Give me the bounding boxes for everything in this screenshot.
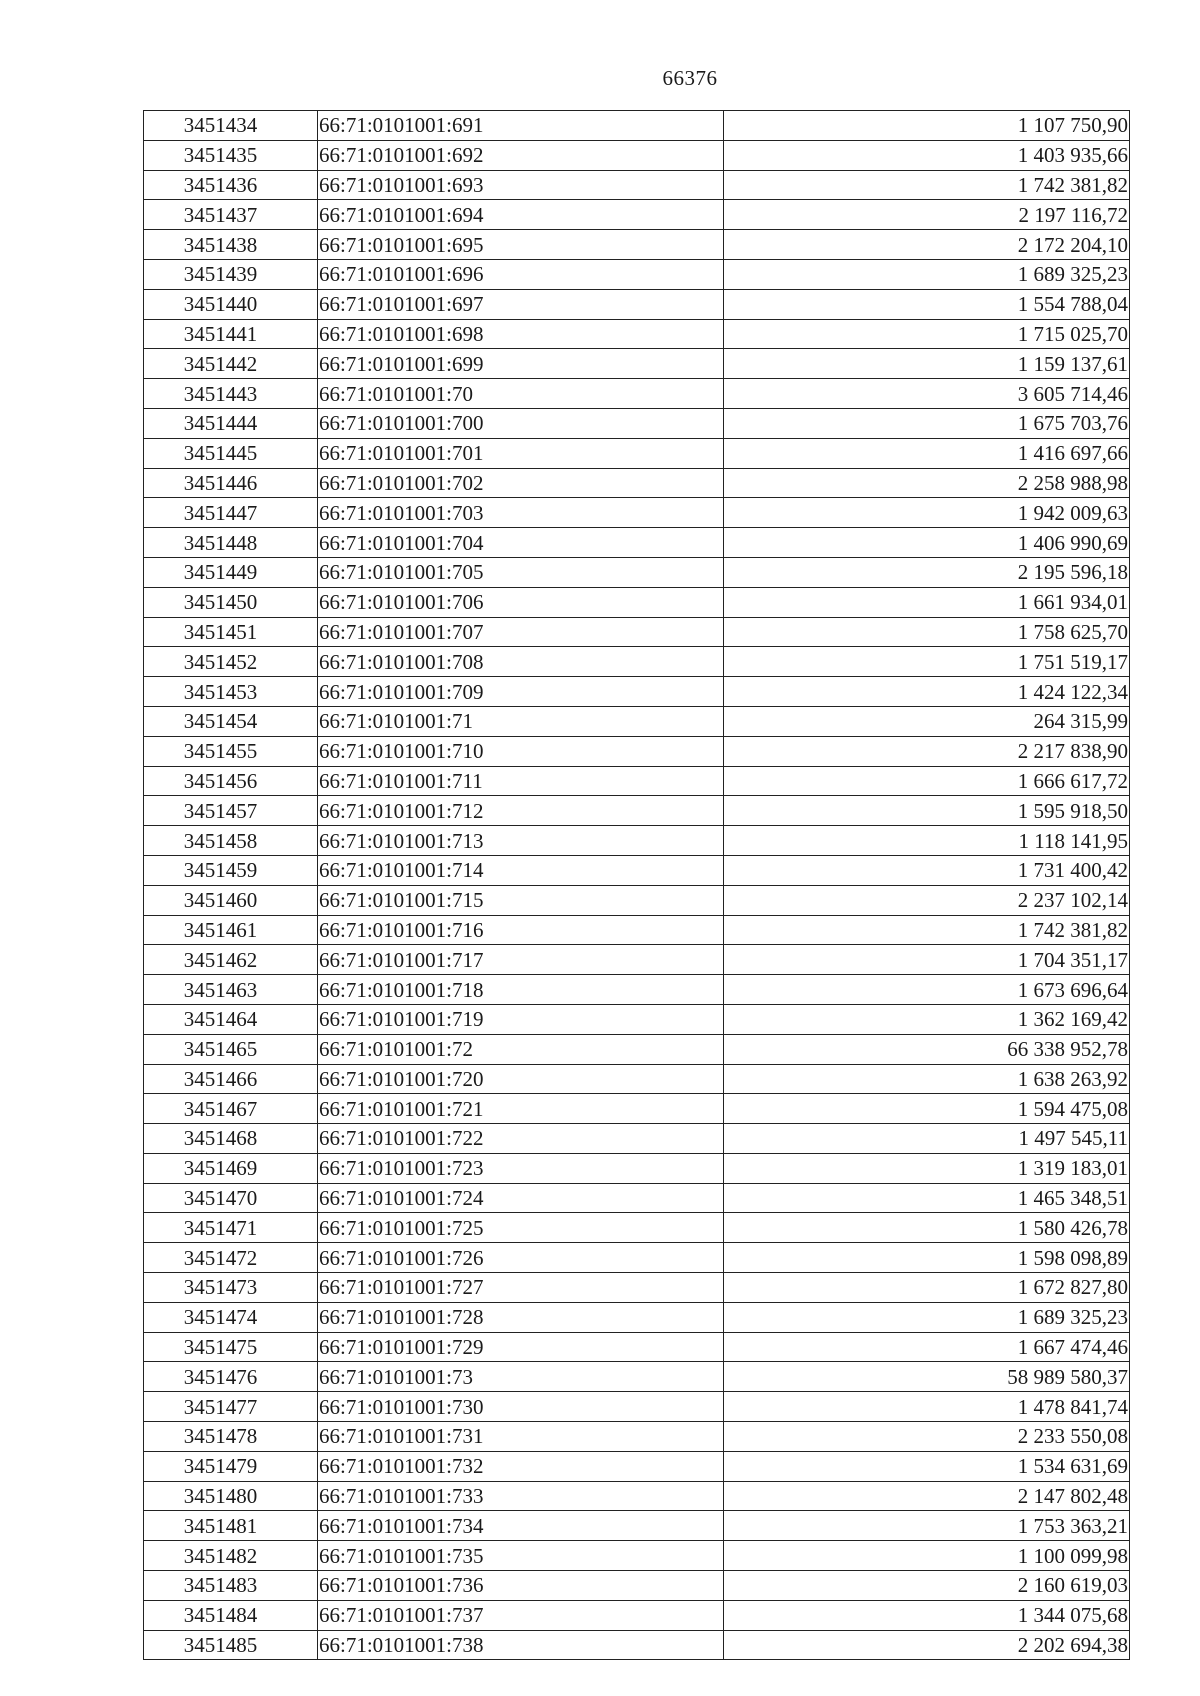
table-row: [144, 1273, 1130, 1303]
table-row: [144, 259, 1130, 289]
table-body: [144, 111, 1130, 1660]
cadastral-value-cell: 2 197 116,72: [724, 200, 1130, 230]
cadastral-value-cell: 1 362 169,42: [724, 1004, 1130, 1034]
cadastral-value-cell: 1 742 381,82: [724, 170, 1130, 200]
cadastral-value-cell: 1 107 750,90: [724, 111, 1130, 141]
cadastral-number-cell: 66:71:0101001:734: [318, 1511, 724, 1541]
cadastral-number-cell: 66:71:0101001:730: [318, 1392, 724, 1422]
cadastral-number-cell: 66:71:0101001:703: [318, 498, 724, 528]
row-id-cell: 3451469: [144, 1153, 318, 1183]
row-id-cell: 3451467: [144, 1094, 318, 1124]
cadastral-number-cell: 66:71:0101001:713: [318, 826, 724, 856]
row-id-cell: 3451477: [144, 1392, 318, 1422]
cadastral-value-cell: 1 675 703,76: [724, 408, 1130, 438]
row-id-cell: 3451450: [144, 587, 318, 617]
cadastral-value-cell: 2 202 694,38: [724, 1630, 1130, 1660]
row-id-cell: 3451464: [144, 1004, 318, 1034]
cadastral-value-cell: 1 689 325,23: [724, 259, 1130, 289]
cadastral-value-cell: 66 338 952,78: [724, 1034, 1130, 1064]
cadastral-number-cell: 66:71:0101001:72: [318, 1034, 724, 1064]
row-id-cell: 3451476: [144, 1362, 318, 1392]
table-row: [144, 1392, 1130, 1422]
cadastral-value-cell: 1 731 400,42: [724, 855, 1130, 885]
cadastral-number-cell: 66:71:0101001:70: [318, 379, 724, 409]
table-row: [144, 915, 1130, 945]
cadastral-number-cell: 66:71:0101001:727: [318, 1273, 724, 1303]
cadastral-number-cell: 66:71:0101001:732: [318, 1451, 724, 1481]
row-id-cell: 3451440: [144, 289, 318, 319]
row-id-cell: 3451449: [144, 557, 318, 587]
table-row: [144, 975, 1130, 1005]
cadastral-value-cell: 1 689 325,23: [724, 1302, 1130, 1332]
row-id-cell: 3451459: [144, 855, 318, 885]
row-id-cell: 3451437: [144, 200, 318, 230]
row-id-cell: 3451460: [144, 885, 318, 915]
cadastral-value-cell: 2 160 619,03: [724, 1571, 1130, 1601]
table-row: [144, 1362, 1130, 1392]
cadastral-number-cell: 66:71:0101001:699: [318, 349, 724, 379]
row-id-cell: 3451442: [144, 349, 318, 379]
row-id-cell: 3451447: [144, 498, 318, 528]
cadastral-number-cell: 66:71:0101001:719: [318, 1004, 724, 1034]
table-row: [144, 706, 1130, 736]
cadastral-number-cell: 66:71:0101001:738: [318, 1630, 724, 1660]
table-row: [144, 289, 1130, 319]
cadastral-number-cell: 66:71:0101001:695: [318, 230, 724, 260]
row-id-cell: 3451466: [144, 1064, 318, 1094]
table-row: [144, 855, 1130, 885]
cadastral-value-cell: 1 667 474,46: [724, 1332, 1130, 1362]
cadastral-value-cell: 1 465 348,51: [724, 1183, 1130, 1213]
cadastral-number-cell: 66:71:0101001:716: [318, 915, 724, 945]
cadastral-number-cell: 66:71:0101001:692: [318, 140, 724, 170]
cadastral-number-cell: 66:71:0101001:712: [318, 796, 724, 826]
row-id-cell: 3451452: [144, 647, 318, 677]
row-id-cell: 3451455: [144, 736, 318, 766]
table-row: [144, 1511, 1130, 1541]
table-row: [144, 528, 1130, 558]
cadastral-value-cell: 1 672 827,80: [724, 1273, 1130, 1303]
cadastral-value-cell: 1 594 475,08: [724, 1094, 1130, 1124]
cadastral-number-cell: 66:71:0101001:73: [318, 1362, 724, 1392]
cadastral-number-cell: 66:71:0101001:71: [318, 706, 724, 736]
row-id-cell: 3451436: [144, 170, 318, 200]
row-id-cell: 3451463: [144, 975, 318, 1005]
cadastral-value-cell: 1 595 918,50: [724, 796, 1130, 826]
cadastral-number-cell: 66:71:0101001:736: [318, 1571, 724, 1601]
table-row: [144, 230, 1130, 260]
cadastral-value-cell: 2 237 102,14: [724, 885, 1130, 915]
cadastral-number-cell: 66:71:0101001:722: [318, 1124, 724, 1154]
table-row: [144, 1332, 1130, 1362]
table-row: [144, 1451, 1130, 1481]
cadastral-value-cell: 1 416 697,66: [724, 438, 1130, 468]
table-row: [144, 1571, 1130, 1601]
table-row: [144, 379, 1130, 409]
cadastral-value-cell: 1 661 934,01: [724, 587, 1130, 617]
cadastral-value-table: [143, 110, 1130, 1660]
table-row: [144, 1153, 1130, 1183]
row-id-cell: 3451468: [144, 1124, 318, 1154]
cadastral-value-cell: 2 258 988,98: [724, 468, 1130, 498]
cadastral-number-cell: 66:71:0101001:711: [318, 766, 724, 796]
cadastral-value-cell: 1 666 617,72: [724, 766, 1130, 796]
cadastral-number-cell: 66:71:0101001:700: [318, 408, 724, 438]
cadastral-value-cell: 1 942 009,63: [724, 498, 1130, 528]
row-id-cell: 3451456: [144, 766, 318, 796]
cadastral-number-cell: 66:71:0101001:735: [318, 1541, 724, 1571]
cadastral-number-cell: 66:71:0101001:723: [318, 1153, 724, 1183]
table-row: [144, 796, 1130, 826]
row-id-cell: 3451446: [144, 468, 318, 498]
row-id-cell: 3451445: [144, 438, 318, 468]
cadastral-number-cell: 66:71:0101001:715: [318, 885, 724, 915]
cadastral-value-cell: 1 319 183,01: [724, 1153, 1130, 1183]
cadastral-value-cell: 1 403 935,66: [724, 140, 1130, 170]
cadastral-value-cell: 1 554 788,04: [724, 289, 1130, 319]
table-row: [144, 1213, 1130, 1243]
cadastral-value-cell: 1 406 990,69: [724, 528, 1130, 558]
row-id-cell: 3451453: [144, 677, 318, 707]
cadastral-value-cell: 2 147 802,48: [724, 1481, 1130, 1511]
table-row: [144, 1422, 1130, 1452]
cadastral-number-cell: 66:71:0101001:720: [318, 1064, 724, 1094]
cadastral-value-cell: 3 605 714,46: [724, 379, 1130, 409]
cadastral-value-cell: 1 704 351,17: [724, 945, 1130, 975]
cadastral-value-cell: 1 751 519,17: [724, 647, 1130, 677]
row-id-cell: 3451481: [144, 1511, 318, 1541]
cadastral-value-cell: 2 195 596,18: [724, 557, 1130, 587]
cadastral-value-cell: 264 315,99: [724, 706, 1130, 736]
cadastral-number-cell: 66:71:0101001:728: [318, 1302, 724, 1332]
cadastral-value-cell: 2 217 838,90: [724, 736, 1130, 766]
table-row: [144, 1243, 1130, 1273]
cadastral-value-cell: 1 478 841,74: [724, 1392, 1130, 1422]
cadastral-number-cell: 66:71:0101001:737: [318, 1600, 724, 1630]
cadastral-number-cell: 66:71:0101001:726: [318, 1243, 724, 1273]
table-row: [144, 945, 1130, 975]
cadastral-number-cell: 66:71:0101001:691: [318, 111, 724, 141]
cadastral-value-cell: 1 534 631,69: [724, 1451, 1130, 1481]
row-id-cell: 3451461: [144, 915, 318, 945]
row-id-cell: 3451479: [144, 1451, 318, 1481]
cadastral-number-cell: 66:71:0101001:701: [318, 438, 724, 468]
table-row: [144, 885, 1130, 915]
cadastral-value-cell: 1 118 141,95: [724, 826, 1130, 856]
row-id-cell: 3451475: [144, 1332, 318, 1362]
table-row: [144, 140, 1130, 170]
cadastral-number-cell: 66:71:0101001:731: [318, 1422, 724, 1452]
table-row: [144, 826, 1130, 856]
cadastral-number-cell: 66:71:0101001:698: [318, 319, 724, 349]
row-id-cell: 3451482: [144, 1541, 318, 1571]
cadastral-number-cell: 66:71:0101001:709: [318, 677, 724, 707]
table-row: [144, 766, 1130, 796]
row-id-cell: 3451457: [144, 796, 318, 826]
cadastral-number-cell: 66:71:0101001:714: [318, 855, 724, 885]
table-row: [144, 587, 1130, 617]
table-row: [144, 408, 1130, 438]
row-id-cell: 3451472: [144, 1243, 318, 1273]
row-id-cell: 3451444: [144, 408, 318, 438]
row-id-cell: 3451485: [144, 1630, 318, 1660]
table-row: [144, 1064, 1130, 1094]
row-id-cell: 3451458: [144, 826, 318, 856]
row-id-cell: 3451480: [144, 1481, 318, 1511]
row-id-cell: 3451443: [144, 379, 318, 409]
row-id-cell: 3451484: [144, 1600, 318, 1630]
cadastral-number-cell: 66:71:0101001:693: [318, 170, 724, 200]
row-id-cell: 3451438: [144, 230, 318, 260]
cadastral-number-cell: 66:71:0101001:705: [318, 557, 724, 587]
cadastral-number-cell: 66:71:0101001:710: [318, 736, 724, 766]
table-row: [144, 1034, 1130, 1064]
table-row: [144, 200, 1130, 230]
table-row: [144, 498, 1130, 528]
row-id-cell: 3451470: [144, 1183, 318, 1213]
table-row: [144, 1004, 1130, 1034]
row-id-cell: 3451435: [144, 140, 318, 170]
cadastral-value-cell: 2 233 550,08: [724, 1422, 1130, 1452]
cadastral-value-cell: 1 758 625,70: [724, 617, 1130, 647]
cadastral-number-cell: 66:71:0101001:708: [318, 647, 724, 677]
cadastral-number-cell: 66:71:0101001:729: [318, 1332, 724, 1362]
table-row: [144, 1541, 1130, 1571]
cadastral-value-cell: 1 598 098,89: [724, 1243, 1130, 1273]
cadastral-number-cell: 66:71:0101001:707: [318, 617, 724, 647]
row-id-cell: 3451441: [144, 319, 318, 349]
table-row: [144, 1481, 1130, 1511]
cadastral-number-cell: 66:71:0101001:718: [318, 975, 724, 1005]
table-row: [144, 1183, 1130, 1213]
row-id-cell: 3451439: [144, 259, 318, 289]
table-row: [144, 170, 1130, 200]
row-id-cell: 3451465: [144, 1034, 318, 1064]
cadastral-value-cell: 1 580 426,78: [724, 1213, 1130, 1243]
cadastral-value-cell: 1 715 025,70: [724, 319, 1130, 349]
row-id-cell: 3451471: [144, 1213, 318, 1243]
cadastral-value-cell: 1 742 381,82: [724, 915, 1130, 945]
row-id-cell: 3451448: [144, 528, 318, 558]
cadastral-number-cell: 66:71:0101001:702: [318, 468, 724, 498]
cadastral-number-cell: 66:71:0101001:694: [318, 200, 724, 230]
cadastral-number-cell: 66:71:0101001:733: [318, 1481, 724, 1511]
row-id-cell: 3451462: [144, 945, 318, 975]
table-row: [144, 617, 1130, 647]
table-row: [144, 1630, 1130, 1660]
row-id-cell: 3451483: [144, 1571, 318, 1601]
row-id-cell: 3451454: [144, 706, 318, 736]
cadastral-number-cell: 66:71:0101001:706: [318, 587, 724, 617]
table-row: [144, 1094, 1130, 1124]
cadastral-value-cell: 1 497 545,11: [724, 1124, 1130, 1154]
cadastral-value-cell: 1 424 122,34: [724, 677, 1130, 707]
cadastral-number-cell: 66:71:0101001:697: [318, 289, 724, 319]
table-row: [144, 438, 1130, 468]
table-row: [144, 1600, 1130, 1630]
page-number: 66376: [662, 66, 718, 90]
table-row: [144, 1302, 1130, 1332]
cadastral-value-cell: 1 753 363,21: [724, 1511, 1130, 1541]
table-row: [144, 1124, 1130, 1154]
cadastral-number-cell: 66:71:0101001:704: [318, 528, 724, 558]
cadastral-number-cell: 66:71:0101001:724: [318, 1183, 724, 1213]
cadastral-number-cell: 66:71:0101001:696: [318, 259, 724, 289]
cadastral-number-cell: 66:71:0101001:721: [318, 1094, 724, 1124]
table-row: [144, 557, 1130, 587]
cadastral-value-cell: 1 673 696,64: [724, 975, 1130, 1005]
cadastral-value-cell: 1 638 263,92: [724, 1064, 1130, 1094]
cadastral-value-cell: 58 989 580,37: [724, 1362, 1130, 1392]
table-row: [144, 736, 1130, 766]
cadastral-value-cell: 2 172 204,10: [724, 230, 1130, 260]
cadastral-value-cell: 1 344 075,68: [724, 1600, 1130, 1630]
row-id-cell: 3451474: [144, 1302, 318, 1332]
row-id-cell: 3451451: [144, 617, 318, 647]
table-row: [144, 468, 1130, 498]
table-row: [144, 647, 1130, 677]
table-row: [144, 677, 1130, 707]
cadastral-value-cell: 1 159 137,61: [724, 349, 1130, 379]
cadastral-number-cell: 66:71:0101001:725: [318, 1213, 724, 1243]
table-row: [144, 111, 1130, 141]
row-id-cell: 3451434: [144, 111, 318, 141]
row-id-cell: 3451473: [144, 1273, 318, 1303]
table-row: [144, 349, 1130, 379]
cadastral-value-cell: 1 100 099,98: [724, 1541, 1130, 1571]
table-row: [144, 319, 1130, 349]
cadastral-number-cell: 66:71:0101001:717: [318, 945, 724, 975]
row-id-cell: 3451478: [144, 1422, 318, 1452]
